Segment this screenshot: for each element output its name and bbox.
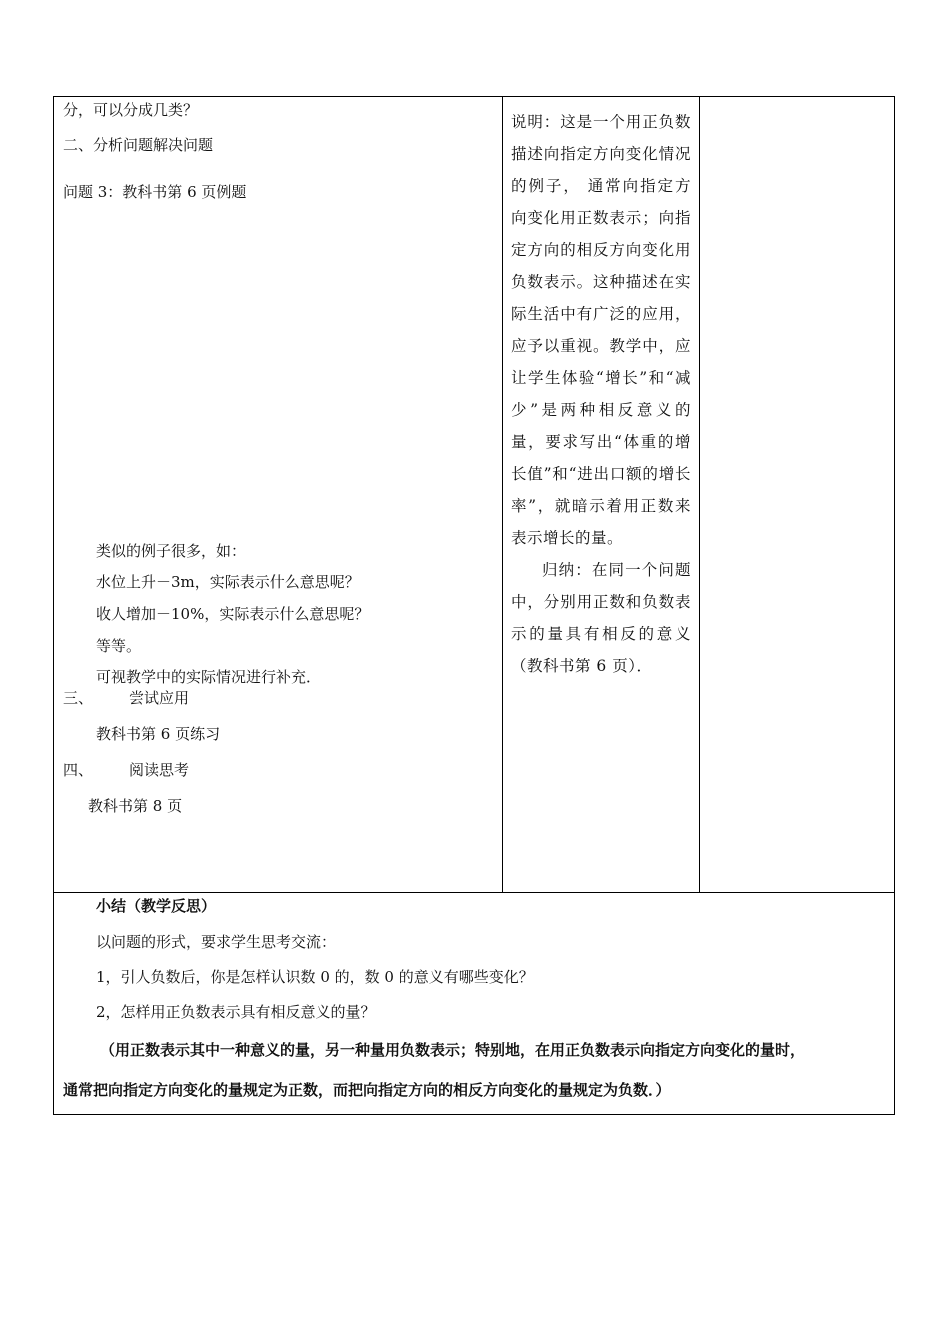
teaching-notes: [511, 106, 691, 682]
summary-answer-line-1: （用正数表示其中一种意义的量，另一种量用负数表示；特别地，在用正负数表示向指定方向变化的量时，: [100, 1041, 806, 1059]
section4-body: 教科书第 8 页: [88, 797, 183, 815]
section3-body: 教科书第 6 页练习: [96, 725, 221, 743]
row-divider: [53, 892, 895, 893]
summary-title: 小结（教学反思）: [96, 897, 217, 915]
table-border-top: [53, 96, 895, 97]
summary-question-2: 2，怎样用正负数表示具有相反意义的量？: [96, 1003, 376, 1021]
column-divider-1: [502, 96, 503, 893]
table-border-right: [894, 96, 895, 1115]
section3-title: 尝试应用: [129, 689, 190, 707]
supplement-text: 可视教学中的实际情况进行补充．: [96, 668, 322, 686]
examples-intro: 类似的例子很多，如：: [96, 542, 247, 560]
table-border-left: [53, 96, 54, 1115]
section2-title: 二、分析问题解决问题: [63, 136, 214, 154]
table-border-bottom: [53, 1114, 895, 1115]
summary-answer-line-2: 通常把向指定方向变化的量规定为正数，而把向指定方向的相反方向变化的量规定为负数．）: [63, 1081, 671, 1099]
section4-title: 阅读思考: [129, 761, 190, 779]
summary-intro: 以问题的形式，要求学生思考交流：: [96, 933, 337, 951]
left-line-1: 分，可以分成几类？: [63, 101, 199, 119]
etc-text: 等等。: [96, 637, 142, 655]
column-divider-2: [699, 96, 700, 893]
summary-question-1: 1，引人负数后，你是怎样认识数 0 的，数 0 的意义有哪些变化？: [96, 968, 534, 986]
problem3-text: 问题 3：教科书第 6 页例题: [63, 183, 247, 201]
section4-number: 四、: [63, 761, 94, 779]
section3-number: 三、: [63, 689, 94, 707]
explanation-paragraph: 说明：这是一个用正负数描述向指定方向变化情况的例子， 通常向指定方向变化用正数表示；向指定方向的相反方向变化用负数表示。这种描述在实际生活中有广泛的应用，应予以重视。教学中，应让学生体验“增长”和“减少”是两种相反意义的量，要求写出“体重的增长值”和“进出口额的增长率”，就暗示着用正数来表示增长的量。: [511, 113, 691, 547]
example-1: 水位上升－3m，实际表示什么意思呢？: [96, 573, 360, 591]
summary-paragraph: 归纳：在同一个问题中，分别用正数和负数表示的量具有相反的意义（教科书第 6 页）．: [511, 561, 691, 675]
example-2: 收人增加－10%，实际表示什么意思呢？: [96, 605, 370, 623]
